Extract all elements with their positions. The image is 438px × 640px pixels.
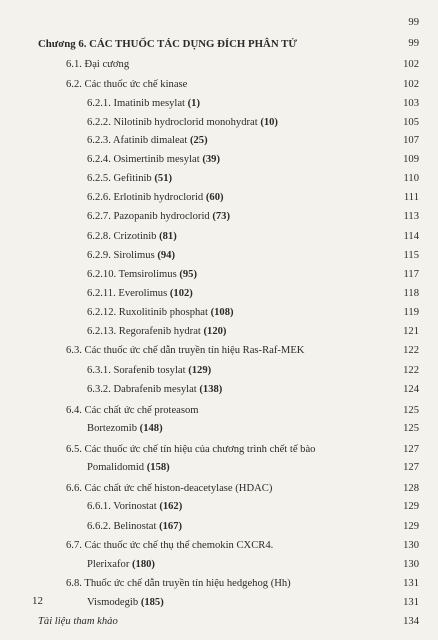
toc-entry-page: 105 bbox=[403, 117, 419, 128]
toc-entry bbox=[0, 441, 438, 459]
toc-entry-page: 134 bbox=[403, 616, 419, 627]
toc-entry-ref-number: (102) bbox=[169, 288, 193, 299]
toc-entry-page: 121 bbox=[403, 326, 419, 337]
toc-entry-title bbox=[87, 132, 208, 150]
toc-entry bbox=[0, 537, 438, 555]
toc-entry bbox=[0, 402, 438, 420]
toc-entry-text: 6.2.9. Sirolimus bbox=[87, 250, 158, 261]
toc-entry-title bbox=[66, 342, 304, 360]
toc-entry-text: Tài liệu tham khảo bbox=[38, 616, 118, 627]
toc-entry-title bbox=[87, 228, 177, 246]
toc-entry-page: 99 bbox=[408, 38, 419, 49]
toc-entry-page: 117 bbox=[403, 269, 419, 280]
toc-entry bbox=[0, 323, 438, 341]
toc-entry bbox=[0, 613, 438, 631]
toc-entry-text: 6.6.2. Belinostat bbox=[87, 521, 160, 532]
toc-entry-page: 127 bbox=[403, 462, 419, 473]
toc-entry-text: 6.2.2. Nilotinib hydroclorid monohydrat bbox=[87, 117, 261, 128]
toc-entry bbox=[0, 594, 438, 612]
toc-entry-page: 125 bbox=[403, 405, 419, 416]
toc-entry bbox=[0, 304, 438, 322]
toc-entry-ref-number: (108) bbox=[210, 307, 234, 318]
toc-entry-text: 6.2.5. Gefitinib bbox=[87, 173, 155, 184]
toc-entry-text: 6.2.6. Erlotinib hydroclorid bbox=[87, 192, 206, 203]
toc-entry-text: 6.2.11. Everolimus bbox=[87, 288, 170, 299]
toc-entry-title bbox=[87, 498, 182, 516]
toc-entry-text: 6.8. Thuốc ức chế dẫn truyền tín hiệu hedgehog (Hh) bbox=[66, 578, 291, 589]
toc-entry-ref-number: (60) bbox=[205, 192, 224, 203]
toc-entry-page: 128 bbox=[403, 483, 419, 494]
toc-entry-title bbox=[87, 304, 234, 322]
toc-entry-text: 6.2.7. Pazopanib hydroclorid bbox=[87, 211, 213, 222]
toc-entry bbox=[0, 285, 438, 303]
toc-entry-text: 6.2.8. Crizotinib bbox=[87, 231, 160, 242]
toc-entry-page: 130 bbox=[403, 540, 419, 551]
toc-entry-page: 107 bbox=[403, 135, 419, 146]
toc-entry-page: 102 bbox=[403, 79, 419, 90]
page-number: 12 bbox=[32, 595, 43, 607]
toc-entry bbox=[0, 575, 438, 593]
toc-entry bbox=[0, 518, 438, 536]
toc-entry-page: 99 bbox=[408, 17, 419, 28]
toc-entry-text: 6.2.10. Temsirolimus bbox=[87, 269, 180, 280]
toc-entry-title bbox=[87, 95, 200, 113]
toc-entry-title bbox=[87, 323, 226, 341]
toc-entry-text: 6.2.13. Regorafenib hydrat bbox=[87, 326, 204, 337]
toc-entry bbox=[0, 56, 438, 74]
toc-entry-text: Chương 6. CÁC THUỐC TÁC DỤNG ĐÍCH PHÂN TỬ bbox=[38, 38, 297, 50]
toc-entry bbox=[0, 208, 438, 226]
toc-entry-page: 119 bbox=[403, 307, 419, 318]
toc-entry-title bbox=[87, 362, 211, 380]
toc-entry-page: 131 bbox=[403, 578, 419, 589]
toc-entry bbox=[0, 132, 438, 150]
toc-entry-page: 113 bbox=[403, 211, 419, 222]
toc-entry bbox=[0, 459, 438, 477]
toc-entry-ref-number: (167) bbox=[159, 521, 183, 532]
toc-entry-text: 6.3.2. Dabrafenib mesylat bbox=[87, 384, 200, 395]
toc-entry-title bbox=[87, 556, 155, 574]
toc-entry-page: 131 bbox=[403, 597, 419, 608]
toc-entry-title bbox=[87, 247, 175, 265]
toc-entry bbox=[0, 14, 438, 32]
toc-entry-ref-number: (25) bbox=[189, 135, 208, 146]
toc-entry bbox=[0, 151, 438, 169]
toc-entry-title bbox=[66, 575, 291, 593]
toc-entry-page: 110 bbox=[403, 173, 419, 184]
toc-entry bbox=[0, 362, 438, 380]
toc-entry-title bbox=[87, 151, 220, 169]
toc-entry-ref-number: (81) bbox=[159, 231, 177, 242]
toc-entry-ref-number: (138) bbox=[199, 384, 223, 395]
toc-entry-page: 118 bbox=[403, 288, 419, 299]
toc-entry bbox=[0, 420, 438, 438]
toc-entry bbox=[0, 95, 438, 113]
toc-entry-page: 111 bbox=[403, 192, 419, 203]
toc-entry bbox=[0, 35, 438, 53]
toc-entry-title bbox=[87, 189, 224, 207]
toc-entry-text: 6.2.1. Imatinib mesylat bbox=[87, 98, 188, 109]
toc-entry bbox=[0, 480, 438, 498]
toc-entry bbox=[0, 266, 438, 284]
toc-entry-ref-number: (180) bbox=[132, 559, 155, 570]
toc-entry-page: 124 bbox=[403, 384, 419, 395]
toc-entry-page: 129 bbox=[403, 521, 419, 532]
toc-entry-page: 102 bbox=[403, 59, 419, 70]
toc-entry-text: Plerixafor bbox=[87, 559, 133, 570]
toc-entry-text: 6.6.1. Vorinostat bbox=[87, 501, 160, 512]
toc-entry-title bbox=[38, 613, 118, 631]
toc-entry-title bbox=[87, 208, 230, 226]
toc-entry-title bbox=[66, 441, 315, 459]
toc-entry-title bbox=[87, 594, 164, 612]
toc-entry-text: 6.2. Các thuốc ức chế kinase bbox=[66, 79, 188, 90]
toc-entry-ref-number: (1) bbox=[187, 98, 200, 109]
toc-entry-page: 127 bbox=[403, 444, 419, 455]
toc-entry-text: 6.4. Các chất ức chế proteasom bbox=[66, 405, 199, 416]
toc-entry-page: 130 bbox=[403, 559, 419, 570]
toc-entry-text: 6.1. Đại cương bbox=[66, 59, 130, 70]
toc-entry-page: 125 bbox=[403, 423, 419, 434]
toc-entry-title bbox=[87, 459, 170, 477]
toc-entry-title bbox=[87, 518, 182, 536]
toc-entry-title bbox=[87, 170, 172, 188]
toc-entry-title bbox=[66, 537, 273, 555]
toc-entry bbox=[0, 498, 438, 516]
toc-entry-title bbox=[87, 266, 197, 284]
toc-entry-title bbox=[87, 420, 163, 438]
toc-entry-ref-number: (129) bbox=[188, 365, 212, 376]
toc-entry-title bbox=[66, 402, 199, 420]
toc-entry bbox=[0, 556, 438, 574]
toc-entry-text: 6.2.3. Afatinib dimaleat bbox=[87, 135, 190, 146]
toc-entry-page: 122 bbox=[403, 345, 419, 356]
toc-entry-text: 6.5. Các thuốc ức chế tín hiệu của chương trình chết tế bào bbox=[66, 444, 316, 455]
toc-entry bbox=[0, 228, 438, 246]
toc-entry bbox=[0, 170, 438, 188]
toc-entry-ref-number: (73) bbox=[212, 211, 230, 222]
toc-entry-text: 6.3. Các thuốc ức chế dẫn truyền tín hiệu Ras-Raf-MEK bbox=[66, 345, 305, 356]
toc-entry-ref-number: (120) bbox=[203, 326, 227, 337]
toc-entry-page: 129 bbox=[403, 501, 419, 512]
toc-entry-page: 103 bbox=[403, 98, 419, 109]
toc-entry-text: 6.2.12. Ruxolitinib phosphat bbox=[87, 307, 211, 318]
toc-entry bbox=[0, 342, 438, 360]
toc-entry-text: 6.3.1. Sorafenib tosylat bbox=[87, 365, 189, 376]
toc-entry-ref-number: (162) bbox=[159, 501, 183, 512]
toc-entry-title bbox=[38, 35, 297, 53]
toc-entry bbox=[0, 247, 438, 265]
toc-entry-text: 6.2.4. Osimertinib mesylat bbox=[87, 154, 203, 165]
toc-entry-page: 109 bbox=[403, 154, 419, 165]
toc-entry-title bbox=[66, 76, 187, 94]
toc-entry-title bbox=[87, 381, 222, 399]
toc-entry-title bbox=[66, 56, 129, 74]
toc-entry-text: Pomalidomid bbox=[87, 462, 147, 473]
toc-entry-text: Vismodegib bbox=[87, 597, 141, 608]
toc-entry-page: 114 bbox=[403, 231, 419, 242]
toc-entry bbox=[0, 76, 438, 94]
toc-entry-ref-number: (185) bbox=[140, 597, 164, 608]
toc-entry-ref-number: (158) bbox=[146, 462, 170, 473]
toc-entry-ref-number: (95) bbox=[179, 269, 198, 280]
toc-entry-text: 6.6. Các chất ức chế histon-deacetylase (HDAC) bbox=[66, 483, 273, 494]
toc-entry-ref-number: (148) bbox=[139, 423, 163, 434]
toc-entry-text: Bortezomib bbox=[87, 423, 140, 434]
toc-entry-ref-number: (51) bbox=[154, 173, 173, 184]
toc-entry bbox=[0, 114, 438, 132]
toc-entry-ref-number: (10) bbox=[260, 117, 278, 128]
toc-entry-ref-number: (39) bbox=[202, 154, 220, 165]
toc-entry-title bbox=[66, 480, 272, 498]
toc-entry bbox=[0, 381, 438, 399]
toc-entry-title bbox=[87, 114, 278, 132]
toc-entry-page: 115 bbox=[403, 250, 419, 261]
toc-entry-title bbox=[87, 285, 193, 303]
toc-entry bbox=[0, 189, 438, 207]
toc-entry-text: 6.7. Các thuốc ức chế thụ thể chemokin CXCR4. bbox=[66, 540, 274, 551]
toc-entry-ref-number: (94) bbox=[157, 250, 175, 261]
toc-entry-page: 122 bbox=[403, 365, 419, 376]
